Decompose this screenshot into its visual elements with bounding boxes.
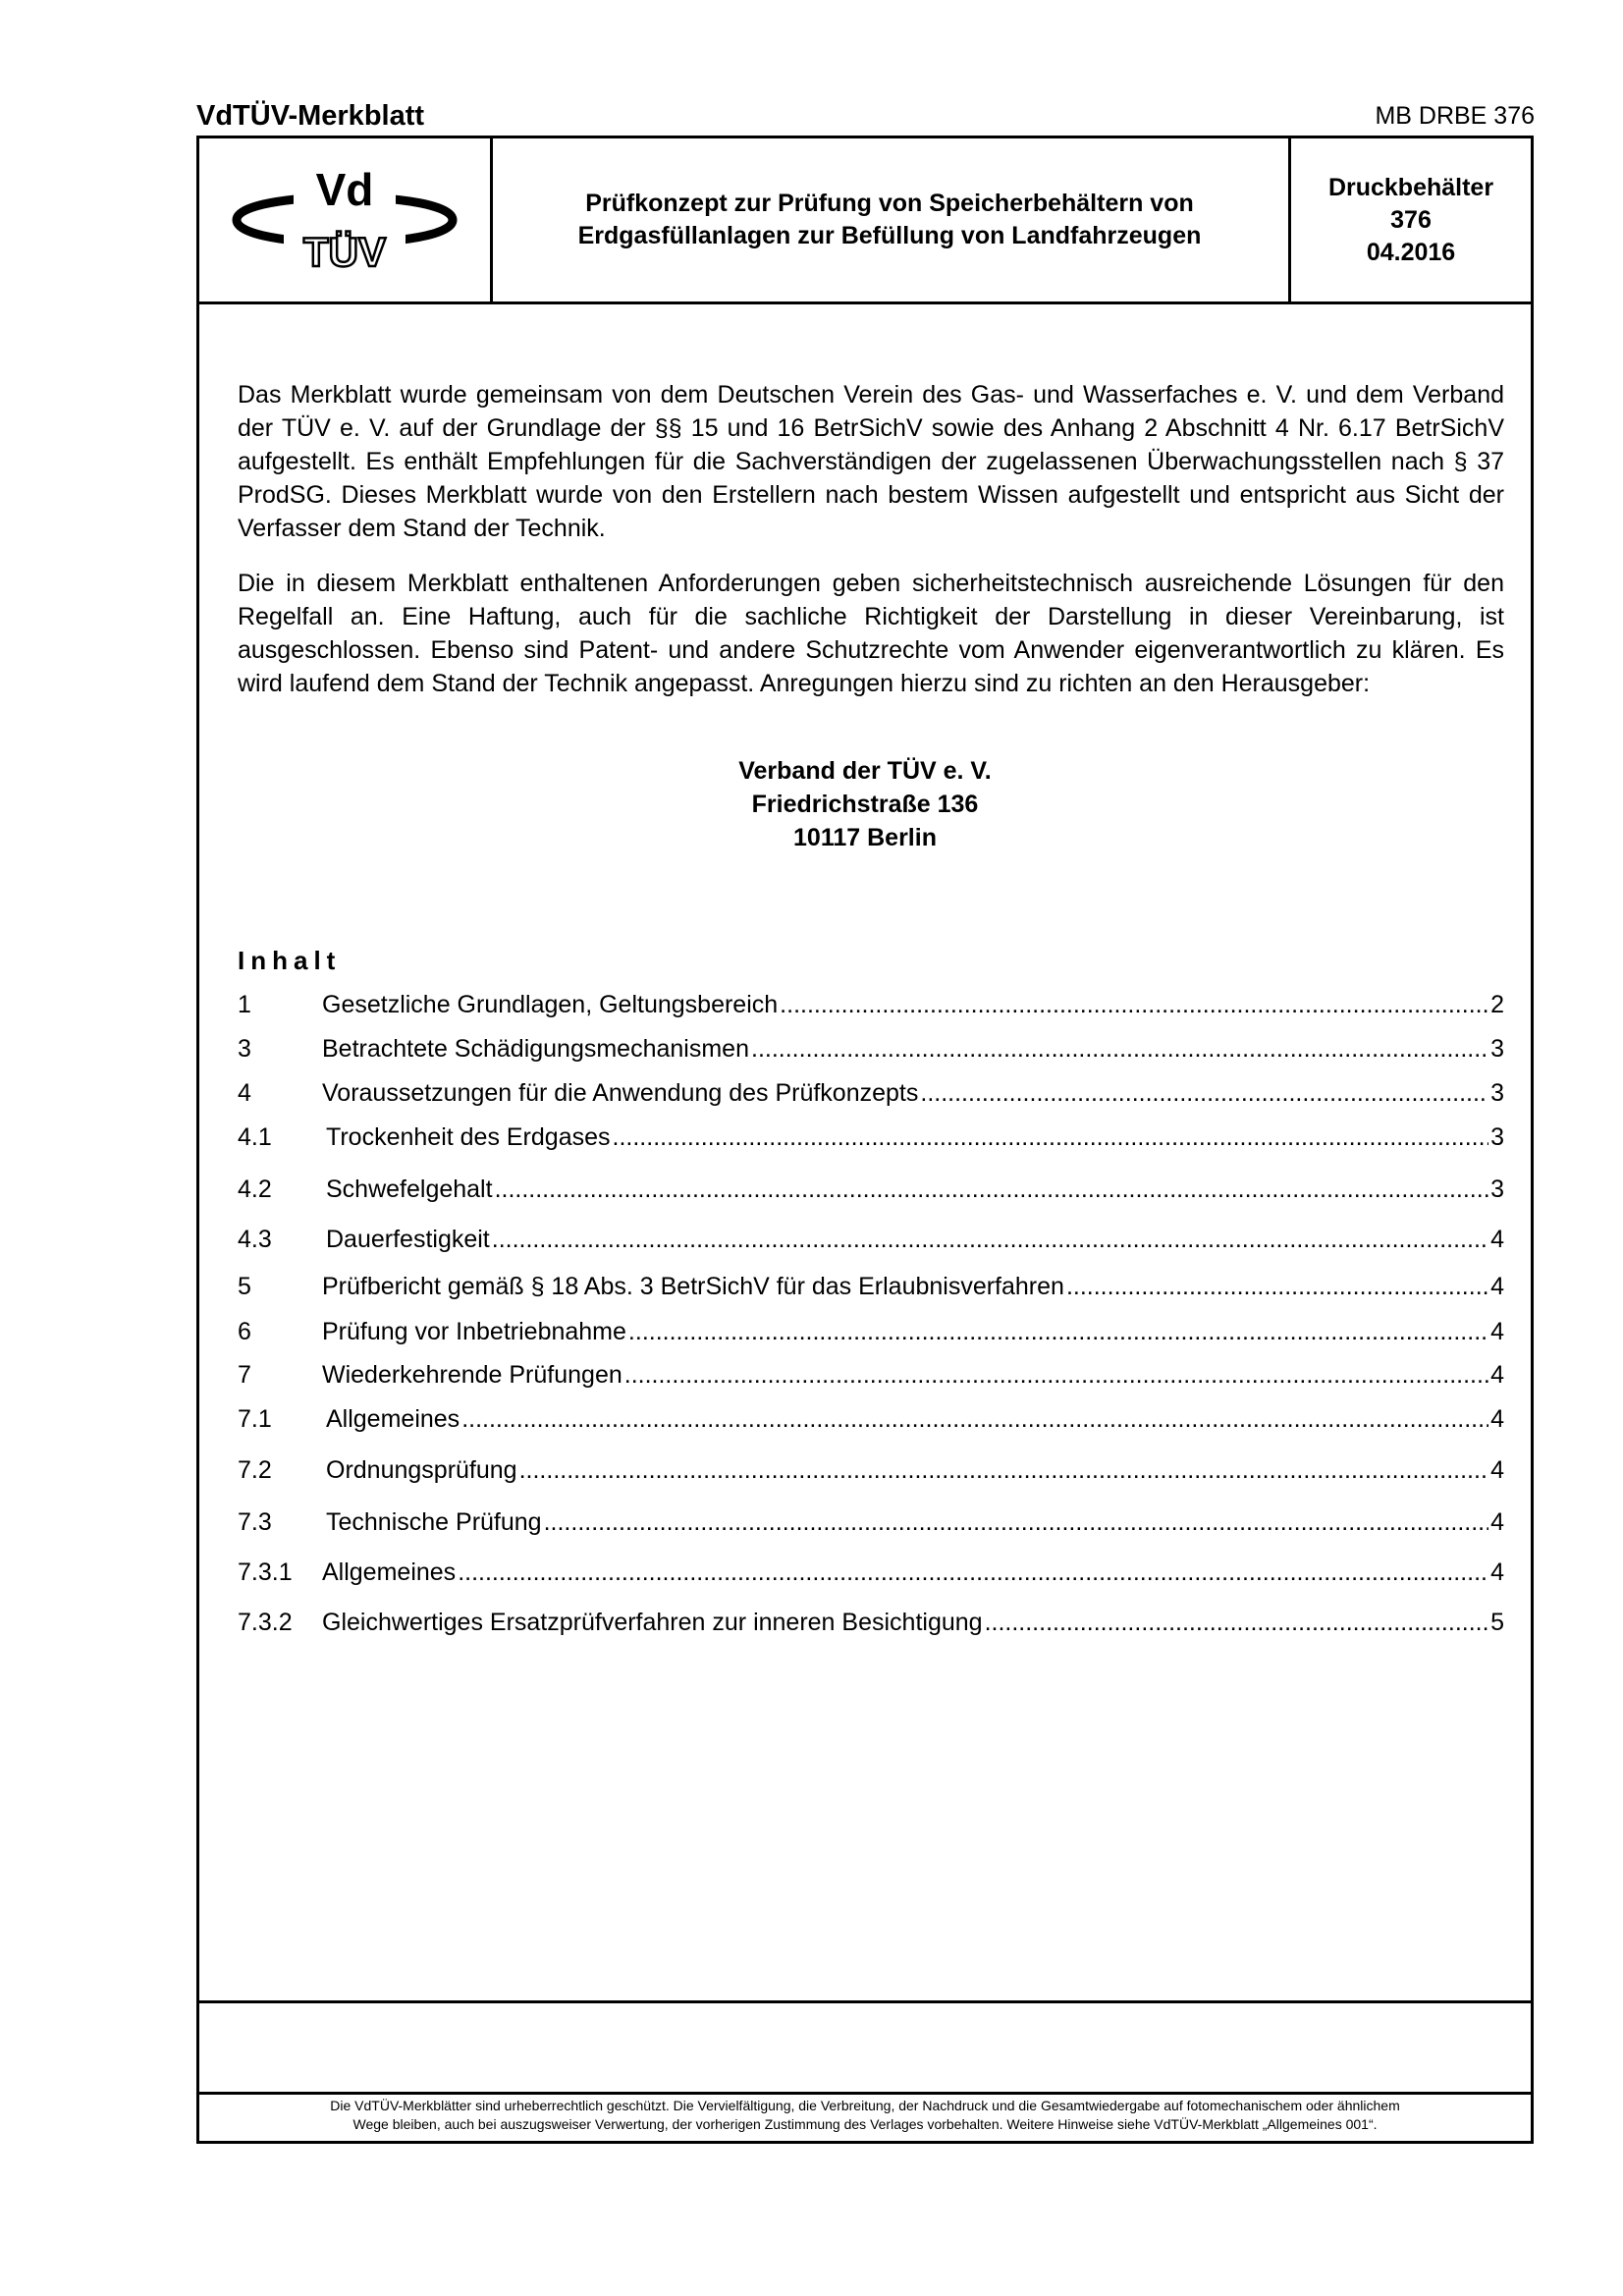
toc-entry-page: 3	[1490, 1175, 1504, 1203]
toc-entry[interactable]	[238, 988, 1504, 1021]
toc-entry-number: 7.3.2	[238, 1609, 293, 1636]
toc-leader-dots	[458, 1556, 1488, 1589]
toc-entry-title: Trockenheit des Erdgases	[326, 1123, 611, 1151]
toc-entry-number: 7.3.1	[238, 1558, 293, 1586]
toc-entry[interactable]	[238, 1606, 1504, 1639]
logo-tuev-text: TÜV	[303, 229, 386, 272]
toc-entry-page: 4	[1490, 1405, 1504, 1433]
toc-entry-title: Prüfung vor Inbetriebnahme	[322, 1318, 626, 1345]
toc-entry-number: 6	[238, 1318, 251, 1345]
toc-leader-dots	[519, 1453, 1489, 1487]
toc-entry-number: 7.1	[238, 1405, 272, 1433]
meta-date: 04.2016	[1366, 238, 1456, 266]
publisher-name: Verband der TÜV e. V.	[738, 757, 992, 785]
toc-entry-number: 4.2	[238, 1175, 272, 1203]
toc-entry-page: 4	[1490, 1361, 1504, 1389]
toc-leader-dots	[492, 1223, 1488, 1256]
logo-cell	[199, 138, 493, 301]
toc-leader-dots	[613, 1121, 1489, 1154]
toc-entry-title: Betrachtete Schädigungsmechanismen	[322, 1035, 749, 1063]
subject-line-2: Erdgasfüllanlagen zur Befüllung von Landfahrzeugen	[577, 222, 1202, 249]
toc-entry[interactable]	[238, 1270, 1504, 1303]
toc-entry-title: Prüfbericht gemäß § 18 Abs. 3 BetrSichV für das Erlaubnisverfahren	[322, 1273, 1064, 1300]
toc-entry[interactable]	[238, 1032, 1504, 1066]
toc-entry[interactable]	[238, 1315, 1504, 1348]
header-table	[199, 138, 1531, 304]
toc-entry-title: Dauerfestigkeit	[326, 1226, 490, 1253]
footer-blank-box	[199, 2000, 1531, 2095]
toc-entry-page: 3	[1490, 1079, 1504, 1107]
copyright-note	[209, 2097, 1521, 2134]
toc-entry-page: 4	[1490, 1558, 1504, 1586]
toc-leader-dots	[751, 1032, 1488, 1066]
toc-entry-title: Technische Prüfung	[326, 1508, 542, 1536]
toc-entry-page: 4	[1490, 1226, 1504, 1253]
toc-entry-number: 3	[238, 1035, 251, 1063]
toc-entry[interactable]	[238, 1121, 1504, 1154]
publisher-street: Friedrichstraße 136	[751, 791, 979, 818]
toc-leader-dots	[985, 1606, 1489, 1639]
toc-entry-title: Gleichwertiges Ersatzprüfverfahren zur inneren Besichtigung	[322, 1609, 983, 1636]
toc-entry-page: 4	[1490, 1273, 1504, 1300]
toc-leader-dots	[495, 1173, 1489, 1206]
toc-entry[interactable]	[238, 1402, 1504, 1436]
intro-paragraph: Das Merkblatt wurde gemeinsam von dem Deutschen Verein des Gas- und Wasserfaches e. V. und dem Verband der TÜV e. V. auf der Grundlage der §§ 15 und 16 BetrSichV sowie des Anhang 2 Abschnitt 4 Nr. 6.17 BetrSichV aufgestellt. Es enthält Empfehlungen für die Sachverständigen der zugelassenen Überwachungsstellen nach § 37 ProdSG. Dieses Merkblatt wurde von den Erstellern nach bestem Wissen aufgestellt und entspricht aus Sicht der Verfasser dem Stand der Technik.	[238, 381, 1504, 542]
document-meta	[1288, 138, 1531, 301]
copyright-line-2: Wege bleiben, auch bei auszugsweiser Verwertung, der vorherigen Zustimmung des Verlages vorbehalten. Weitere Hinweise siehe VdTÜV-Merkblatt „Allgemeines 001“.	[352, 2116, 1378, 2132]
toc-leader-dots	[780, 988, 1488, 1021]
toc-leader-dots	[544, 1505, 1489, 1539]
document-code: MB DRBE 376	[1375, 102, 1535, 130]
toc-entry-title: Ordnungsprüfung	[326, 1456, 517, 1484]
toc-leader-dots	[628, 1315, 1488, 1348]
toc-entry-page: 4	[1490, 1508, 1504, 1536]
toc-entry-number: 1	[238, 991, 251, 1018]
toc-entry[interactable]	[238, 1453, 1504, 1487]
toc-entry-title: Gesetzliche Grundlagen, Geltungsbereich	[322, 991, 779, 1018]
toc-entry[interactable]	[238, 1173, 1504, 1206]
toc-leader-dots	[920, 1076, 1488, 1110]
document-frame	[196, 136, 1534, 2144]
toc-heading: Inhalt	[238, 946, 342, 975]
toc-entry-title: Schwefelgehalt	[326, 1175, 493, 1203]
toc-entry-page: 3	[1490, 1035, 1504, 1063]
publisher-city: 10117 Berlin	[793, 824, 937, 851]
toc-entry-title: Voraussetzungen für die Anwendung des Prüfkonzepts	[322, 1079, 919, 1107]
toc-entry-number: 4.3	[238, 1226, 272, 1253]
logo-vd-text: Vd	[315, 168, 374, 215]
toc-entry-page: 3	[1490, 1123, 1504, 1151]
toc-entry-number: 7.3	[238, 1508, 272, 1536]
copyright-line-1: Die VdTÜV-Merkblätter sind urheberrechtlich geschützt. Die Vervielfältigung, die Verbreitung, der Nachdruck und die Gesamtwiedergabe auf fotomechanischem oder ähnlichem	[330, 2098, 1400, 2113]
toc-leader-dots	[1066, 1270, 1488, 1303]
toc-entry[interactable]	[238, 1505, 1504, 1539]
intro-paragraph: Die in diesem Merkblatt enthaltenen Anforderungen geben sicherheitstechnisch ausreichende Lösungen für den Regelfall an. Eine Haftung, auch für die sachliche Richtigkeit der Darstellung in dieser Vereinbarung, ist ausgeschlossen. Ebenso sind Patent- und andere Schutzrechte vom Anwender eigenverantwortlich zu klären. Es wird laufend dem Stand der Technik angepasst. Anregungen hierzu sind zu richten an den Herausgeber:	[238, 570, 1504, 697]
toc-entry[interactable]	[238, 1076, 1504, 1110]
toc-entry[interactable]	[238, 1358, 1504, 1392]
toc-entry-title: Allgemeines	[326, 1405, 460, 1433]
toc-entry-title: Wiederkehrende Prüfungen	[322, 1361, 622, 1389]
toc-leader-dots	[461, 1402, 1488, 1436]
toc-entry-number: 4.1	[238, 1123, 272, 1151]
toc-leader-dots	[624, 1358, 1488, 1392]
toc-entry-page: 2	[1490, 991, 1504, 1018]
document-title: VdTÜV-Merkblatt	[196, 100, 425, 132]
meta-category: Druckbehälter	[1327, 173, 1494, 201]
document-subject	[493, 138, 1286, 301]
subject-line-1: Prüfkonzept zur Prüfung von Speicherbehältern von	[585, 190, 1194, 217]
toc-entry[interactable]	[238, 1223, 1504, 1256]
toc-entry-number: 5	[238, 1273, 251, 1300]
publisher-address	[199, 754, 1531, 854]
meta-number: 376	[1390, 205, 1432, 234]
toc-entry[interactable]	[238, 1556, 1504, 1589]
toc-entry-title: Allgemeines	[322, 1558, 457, 1586]
toc-entry-number: 7	[238, 1361, 251, 1389]
toc-entry-page: 5	[1490, 1609, 1504, 1636]
toc-entry-number: 4	[238, 1079, 251, 1107]
vdtuev-logo-icon	[225, 168, 464, 272]
toc-entry-page: 4	[1490, 1318, 1504, 1345]
toc-entry-page: 4	[1490, 1456, 1504, 1484]
toc-entry-number: 7.2	[238, 1456, 272, 1484]
